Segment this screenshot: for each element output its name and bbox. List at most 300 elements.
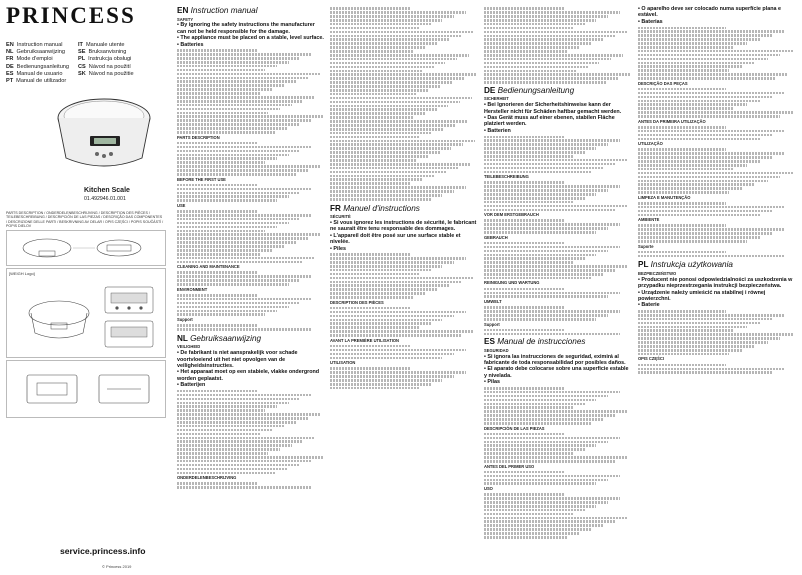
weigh-figure [6, 268, 166, 358]
es-heading: ES Manual de instrucciones [484, 337, 586, 347]
text-line [330, 97, 472, 100]
pt-before-first-use: ANTES DA PRIMEIRA UTILIZAÇÃO [638, 118, 706, 124]
en-batteries: • Batteries [177, 41, 204, 48]
text-line [638, 168, 734, 171]
text-line [177, 275, 312, 278]
text-line [177, 257, 315, 260]
text-line [177, 65, 277, 68]
text-line [177, 80, 296, 83]
text-line [484, 42, 592, 45]
pt-environment: AMBIENTE [638, 217, 660, 223]
pt-use: UTILIZAÇÃO [638, 141, 663, 147]
text-line [330, 330, 474, 333]
text-line [177, 433, 261, 436]
pt-support: Suporte [638, 243, 654, 249]
text-line [638, 34, 772, 37]
text-line [177, 192, 300, 195]
text-line [638, 368, 785, 371]
text-line [638, 42, 747, 45]
nl-text-block [177, 390, 324, 474]
text-line [330, 387, 419, 390]
de-text-block [484, 219, 632, 233]
text-line [330, 77, 465, 80]
parts-diagram [7, 231, 165, 265]
text-line [638, 156, 772, 159]
en-parts: PARTS DESCRIPTION [177, 134, 220, 140]
brand-logo: PRINCESS [6, 3, 136, 28]
text-line [638, 164, 747, 167]
text-line [638, 30, 785, 33]
text-line [177, 92, 261, 95]
en-text-block [177, 271, 324, 285]
text-line [484, 46, 580, 49]
text-line [484, 536, 568, 539]
text-line [638, 364, 726, 367]
text-line [330, 35, 462, 38]
text-line [330, 261, 454, 264]
language-item: DE Bedienungsanleitung [6, 63, 70, 70]
text-line [484, 329, 565, 332]
column-pt-pl [638, 6, 798, 571]
text-line [177, 460, 311, 463]
es-parts-list [484, 433, 632, 463]
text-line [638, 214, 760, 217]
text-line [177, 261, 303, 264]
text-line [638, 172, 793, 175]
nl-text-block [330, 7, 478, 200]
text-line [484, 509, 585, 512]
text-line [330, 70, 422, 73]
text-line [330, 265, 442, 268]
text-line [177, 53, 312, 56]
text-line [638, 111, 793, 114]
pl-safety: BEZPIECZEŃSTWO [638, 270, 677, 276]
text-line [484, 273, 604, 276]
text-line [484, 38, 604, 41]
text-line [177, 214, 312, 217]
language-item: IT Manuale utente [78, 42, 125, 48]
text-line [177, 169, 308, 172]
text-line [330, 81, 453, 84]
text-line [177, 108, 280, 111]
text-line [177, 425, 284, 428]
text-line [484, 147, 596, 150]
text-line [177, 188, 312, 191]
en-environment: ENVIRONMENT [177, 286, 208, 292]
es-safety: SEGURIDAD [484, 347, 509, 353]
text-line [177, 77, 308, 80]
text-line [177, 96, 315, 99]
text-line [484, 265, 628, 268]
fr-parts-list [330, 307, 478, 337]
text-line [177, 472, 275, 475]
text-line [177, 161, 265, 164]
de-batteries: • Batterien [484, 127, 511, 134]
text-line [177, 119, 311, 122]
text-line [484, 482, 596, 485]
text-line [177, 150, 300, 153]
text-line [484, 23, 585, 26]
text-line [330, 73, 477, 76]
text-line [484, 437, 620, 440]
es-use: USO [484, 486, 493, 492]
text-line [638, 183, 755, 186]
text-line [330, 319, 442, 322]
text-line [330, 120, 468, 123]
text-line [484, 452, 573, 455]
text-line [638, 100, 760, 103]
en-text-block [177, 324, 324, 330]
language-item: FR Mode d'emploi [6, 56, 53, 63]
text-line [177, 222, 289, 225]
text-line [638, 228, 785, 231]
text-line [330, 143, 463, 146]
text-line [484, 62, 599, 65]
text-line [484, 223, 620, 226]
text-line [177, 413, 320, 416]
text-line [484, 54, 623, 57]
text-line [330, 23, 431, 26]
text-line [484, 7, 565, 10]
de-cleaning: REINIGUNG UND WARTUNG [484, 280, 540, 286]
text-line [177, 398, 300, 401]
text-line [638, 310, 726, 313]
text-line [638, 46, 734, 49]
text-line [330, 167, 459, 170]
text-line [638, 337, 780, 340]
text-line [177, 84, 284, 87]
text-line [484, 77, 619, 80]
text-line [330, 190, 454, 193]
text-line [484, 11, 620, 14]
es-bullet-1: • Si ignora las instrucciones de seguridad, eximirá al fabricante de toda responsabilidad por posibles daños. [484, 353, 626, 367]
fr-heading: FR Manuel d'instructions [330, 203, 420, 213]
text-line [484, 314, 608, 317]
text-line [484, 524, 604, 527]
text-line [638, 65, 742, 68]
text-line [177, 405, 277, 408]
de-before-first-use: VOR DEM ERSTGEBRAUCH [484, 212, 539, 218]
text-line [484, 306, 565, 309]
text-line [177, 249, 273, 252]
text-line [638, 236, 760, 239]
text-line [484, 219, 565, 222]
text-line [638, 134, 772, 137]
text-line [484, 151, 585, 154]
text-line [177, 390, 258, 393]
text-line [177, 437, 315, 440]
text-line [330, 140, 475, 143]
battery-figure [6, 360, 166, 418]
text-line [177, 394, 312, 397]
product-code: 01.492946.01.001 [84, 196, 126, 202]
text-line [330, 147, 451, 150]
text-line [330, 315, 454, 318]
text-line [484, 456, 628, 459]
text-line [638, 180, 768, 183]
text-line [484, 399, 596, 402]
text-line [330, 182, 411, 185]
text-line [484, 139, 620, 142]
text-line [484, 520, 616, 523]
text-line [638, 88, 726, 91]
text-line [484, 528, 592, 531]
text-line [484, 403, 585, 406]
parts-description-heading: PARTS DESCRIPTION / ONDERDELENBESCHRIJVING / DESCRIPTION DES PIÈCES / TEILEBESCHREIBUNG / DESCRIPCIÓN DE LAS PIEZAS / DESCRIÇÃO DAS COMPONENTES / DESCRIZIONE DELLE PARTI / BESKRIVNING AV DELAR / OPIS CZĘŚCI / POPIS SOUČÁSTÍ / POPIS DIELOV [6, 211, 164, 229]
text-line [330, 383, 431, 386]
text-line [177, 127, 287, 130]
text-line [177, 88, 273, 91]
de-text-block [484, 306, 632, 320]
text-line [484, 185, 620, 188]
text-line [638, 353, 729, 356]
text-line [177, 195, 289, 198]
text-line [330, 128, 444, 131]
text-line [484, 189, 608, 192]
text-line [484, 159, 628, 162]
text-line [484, 70, 576, 73]
text-line [177, 313, 265, 316]
text-line [330, 31, 474, 34]
text-line [484, 246, 620, 249]
pt-text-block [638, 251, 798, 257]
text-line [638, 240, 747, 243]
text-line [638, 191, 729, 194]
text-line [177, 218, 300, 221]
text-line [484, 288, 565, 291]
de-text-block [484, 242, 632, 280]
text-line [330, 198, 431, 201]
text-line [330, 345, 411, 348]
text-line [484, 441, 608, 444]
fr-batteries: • Piles [330, 245, 346, 252]
es-before-first-use: ANTES DEL PRIMER USO [484, 463, 535, 469]
text-line [484, 406, 573, 409]
text-line [330, 288, 438, 291]
text-line [484, 242, 565, 245]
text-line [177, 468, 287, 471]
text-line [177, 184, 258, 187]
text-line [330, 371, 466, 374]
text-line [484, 513, 573, 516]
text-line [177, 245, 284, 248]
text-line [330, 112, 425, 115]
text-line [484, 493, 565, 496]
en-text-block [177, 49, 324, 133]
en-text-block [177, 210, 324, 263]
text-line [330, 38, 450, 41]
text-line [484, 448, 585, 451]
text-line [330, 132, 432, 135]
text-line [638, 202, 726, 205]
fr-text-block [484, 7, 632, 84]
text-line [330, 15, 454, 18]
text-line [330, 89, 429, 92]
text-line [484, 227, 608, 230]
es-batteries: • Pilas [484, 379, 500, 386]
text-line [177, 417, 308, 420]
text-line [638, 73, 788, 76]
text-line [638, 69, 729, 72]
text-line [484, 167, 604, 170]
text-line [484, 35, 616, 38]
text-line [638, 176, 780, 179]
text-line [177, 237, 308, 240]
de-environment: UMWELT [484, 299, 502, 305]
text-line [177, 157, 277, 160]
text-line [484, 197, 585, 200]
text-line [330, 171, 447, 174]
text-line [177, 123, 299, 126]
pt-text-block [638, 224, 798, 242]
en-support: Support [177, 317, 193, 322]
language-item: SE Bruksanvisning [78, 49, 127, 56]
column-en-nl [177, 6, 324, 571]
text-line [638, 206, 785, 209]
text-line [177, 173, 296, 176]
text-line [638, 107, 734, 110]
text-line [638, 115, 780, 118]
text-line [177, 409, 265, 412]
text-line [177, 421, 296, 424]
fr-text-block [330, 367, 478, 389]
pt-parts-list [638, 88, 798, 118]
text-line [330, 326, 419, 329]
text-line [177, 444, 292, 447]
text-line [638, 152, 785, 155]
text-line [177, 306, 289, 309]
text-line [484, 143, 608, 146]
text-line [484, 277, 592, 280]
text-line [177, 115, 323, 118]
text-line [638, 50, 793, 53]
text-line [177, 482, 258, 485]
text-line [638, 92, 785, 95]
text-line [638, 329, 734, 332]
text-line [330, 186, 466, 189]
en-cleaning: CLEANING AND MAINTENANCE [177, 264, 240, 270]
text-line [484, 209, 616, 212]
text-line [330, 151, 440, 154]
text-line [484, 471, 565, 474]
text-line [177, 402, 289, 405]
text-line [330, 155, 428, 158]
text-line [638, 345, 755, 348]
text-line [177, 271, 258, 274]
text-line [484, 81, 607, 84]
text-line [484, 250, 608, 253]
text-line [484, 475, 620, 478]
pt-cleaning: LIMPEZA E MANUTENÇÃO [638, 194, 691, 200]
text-line [177, 100, 303, 103]
pt-bullet-2: • O aparelho deve ser colocado numa superfície plana e estável. [638, 6, 781, 19]
text-line [330, 353, 454, 356]
fr-use: UTILISATION [330, 360, 356, 366]
text-line [330, 349, 466, 352]
fr-text-block [330, 345, 478, 359]
text-line [177, 298, 312, 301]
text-line [177, 324, 258, 327]
text-line [177, 61, 289, 64]
text-line [330, 379, 442, 382]
language-item: PL Instrukcja obsługi [78, 56, 132, 63]
text-line [638, 251, 726, 254]
text-line [484, 479, 608, 482]
text-line [484, 318, 596, 321]
text-line [484, 422, 592, 425]
language-item: EN Instruction manual [6, 42, 63, 48]
text-line [330, 375, 454, 378]
text-line [484, 444, 596, 447]
text-line [484, 395, 608, 398]
text-line [177, 294, 258, 297]
es-bullet-2: • El aparato debe colocarse sobre una superficie estable y nivelada. [484, 366, 629, 379]
kitchen-scale-illustration [6, 78, 166, 176]
text-line [484, 163, 616, 166]
text-line [484, 15, 608, 18]
text-line [484, 292, 620, 295]
text-line [638, 232, 772, 235]
text-line [330, 296, 414, 299]
de-use: GEBRAUCH [484, 234, 508, 240]
pl-parts-list [638, 364, 798, 374]
text-line [638, 255, 785, 258]
de-text-block [484, 288, 632, 298]
product-title: Kitchen Scale [84, 187, 130, 194]
text-line [177, 154, 289, 157]
text-line [330, 46, 426, 49]
fr-bullet-2: • L'appareil doit être posé sur une surface stable et nivelée. [330, 232, 461, 246]
service-url[interactable]: service.princess.info [60, 546, 146, 556]
es-text-block [484, 471, 632, 485]
text-line [638, 77, 776, 80]
text-line [177, 49, 258, 52]
battery-diagram [7, 361, 165, 417]
text-line [177, 429, 273, 432]
text-line [638, 349, 742, 352]
text-line [177, 310, 277, 313]
fr-parts: DESCRIPTION DES PIÈCES [330, 299, 384, 305]
text-line [484, 418, 604, 421]
text-line [638, 333, 793, 336]
pt-text-block [638, 148, 798, 193]
fr-before-first-use: AVANT LA PREMIÈRE UTILISATION [330, 337, 399, 343]
text-line [330, 124, 456, 127]
de-parts: TEILEBESCHREIBUNG [484, 174, 529, 180]
text-line [330, 93, 417, 96]
pl-bullet-1: • Producent nie ponosi odpowiedzialności za uszkodzenia w przypadku nieprzestrzegania instrukcji bezpieczeństwa. [638, 276, 793, 290]
text-line [177, 456, 323, 459]
text-line [638, 148, 726, 151]
de-bullet-1: • Bei Ignorieren der Sicherheitshinweise kann der Hersteller nicht für Schäden haftbar gemacht werden. [484, 102, 622, 115]
language-item: NL Gebruiksaanwijzing [6, 49, 65, 56]
text-line [177, 283, 289, 286]
parts-figure [6, 230, 166, 266]
pt-parts: DESCRIÇÃO DAS PEÇAS [638, 80, 688, 86]
text-line [638, 58, 768, 61]
text-line [177, 226, 277, 229]
text-line [638, 371, 772, 374]
nl-bullet-1: • De fabrikant is niet aansprakelijk voor schade voortvloeiend uit het niet opvolgen van de veiligheidsinstructies. [177, 350, 298, 369]
text-line [330, 281, 462, 284]
text-line [638, 187, 742, 190]
text-line [638, 341, 768, 344]
de-text-block [484, 136, 632, 174]
text-line [484, 410, 628, 413]
text-line [177, 452, 268, 455]
text-line [330, 163, 471, 166]
text-line [330, 11, 466, 14]
